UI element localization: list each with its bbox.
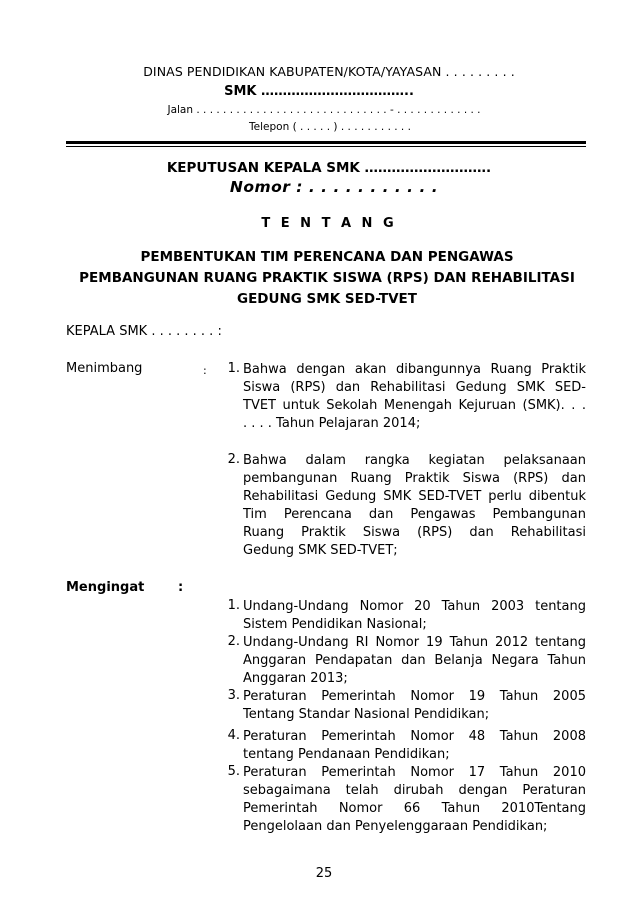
mengingat-item [243,728,586,764]
decision-about-label: T E N T A N G [261,216,397,231]
mengingat-item [243,764,586,836]
list-number: 5. [227,764,240,779]
decision-number: Nomor : . . . . . . . . . . . [229,178,439,196]
letterhead-school: SMK …………………………….. [224,84,414,99]
item-line: Gedung SMK SED-TVET; [243,543,398,558]
item-line: pembangunan Ruang Praktik Siswa (RPS) dan [243,471,586,486]
item-line: Tim Perencana dan Pengawas Pembangunan [243,507,586,522]
list-number: 2. [227,452,240,467]
list-number: 3. [227,688,240,703]
letterhead-divider-thick [66,141,586,144]
menimbang-item [243,452,586,560]
mengingat-item [243,634,586,688]
item-line: Sistem Pendidikan Nasional; [243,617,427,632]
item-line: Siswa (RPS) dan Rehabilitasi Gedung SMK SED- [243,380,586,395]
item-line: Anggaran Pendapatan dan Belanja Negara Tahun [243,653,586,668]
item-line: TVET untuk Sekolah Menengah Kejuruan (SMK). . . [243,398,586,413]
item-line: Pengelolaan dan Penyelenggaraan Pendidikan; [243,819,548,834]
letterhead-divider-thin [66,146,586,147]
item-line: Peraturan Pemerintah Nomor 17 Tahun 2010 [243,765,586,780]
item-line: Anggaran 2013; [243,671,348,686]
item-line: . . . . Tahun Pelajaran 2014; [243,416,421,431]
menimbang-label: Menimbang [66,361,143,376]
menimbang-item [243,361,586,433]
item-line: Peraturan Pemerintah Nomor 48 Tahun 2008 [243,729,586,744]
mengingat-label: Mengingat [66,580,145,595]
letterhead-address: Jalan . . . . . . . . . . . . . . . . . . . . . . . . . . . . . - . . . . . . . . . . . . . [167,104,481,116]
item-line: Bahwa dengan akan dibangunnya Ruang Praktik [243,362,586,377]
item-line: Undang-Undang RI Nomor 19 Tahun 2012 tentang [243,635,586,650]
item-line: Pemerintah Nomor 66 Tahun 2010Tentang [243,801,586,816]
item-line: Undang-Undang Nomor 20 Tahun 2003 tentang [243,599,586,614]
item-line: Tentang Standar Nasional Pendidikan; [243,707,490,722]
letterhead-phone: Telepon ( . . . . . ) . . . . . . . . . . . [249,121,411,133]
item-line: tentang Pendanaan Pendidikan; [243,747,450,762]
mengingat-colon: : [178,580,184,595]
mengingat-item [243,688,586,724]
item-line: Bahwa dalam rangka kegiatan pelaksanaan [243,453,586,468]
menimbang-colon: : [203,364,207,377]
decision-subject-line: PEMBANGUNAN RUANG PRAKTIK SISWA (RPS) DAN REHABILITASI [79,270,575,286]
decision-subject-line: GEDUNG SMK SED-TVET [237,291,417,307]
item-line: Peraturan Pemerintah Nomor 19 Tahun 2005 [243,689,586,704]
letterhead-agency: DINAS PENDIDIKAN KABUPATEN/KOTA/YAYASAN . . . . . . . . . [143,64,515,79]
decision-subject-line: PEMBENTUKAN TIM PERENCANA DAN PENGAWAS [140,249,514,265]
list-number: 1. [227,598,240,613]
list-number: 2. [227,634,240,649]
item-line: Rehabilitasi Gedung SMK SED-TVET perlu dibentuk [243,489,586,504]
page-number: 25 [315,866,333,881]
item-line: sebagaimana telah dirubah dengan Peraturan [243,783,586,798]
list-number: 1. [227,361,240,376]
list-number: 4. [227,728,240,743]
decision-title: KEPUTUSAN KEPALA SMK ………………………. [166,160,492,176]
issuer-line: KEPALA SMK . . . . . . . . : [66,324,222,339]
item-line: Ruang Praktik Siswa (RPS) dan Rehabilitasi [243,525,586,540]
mengingat-item [243,598,586,634]
